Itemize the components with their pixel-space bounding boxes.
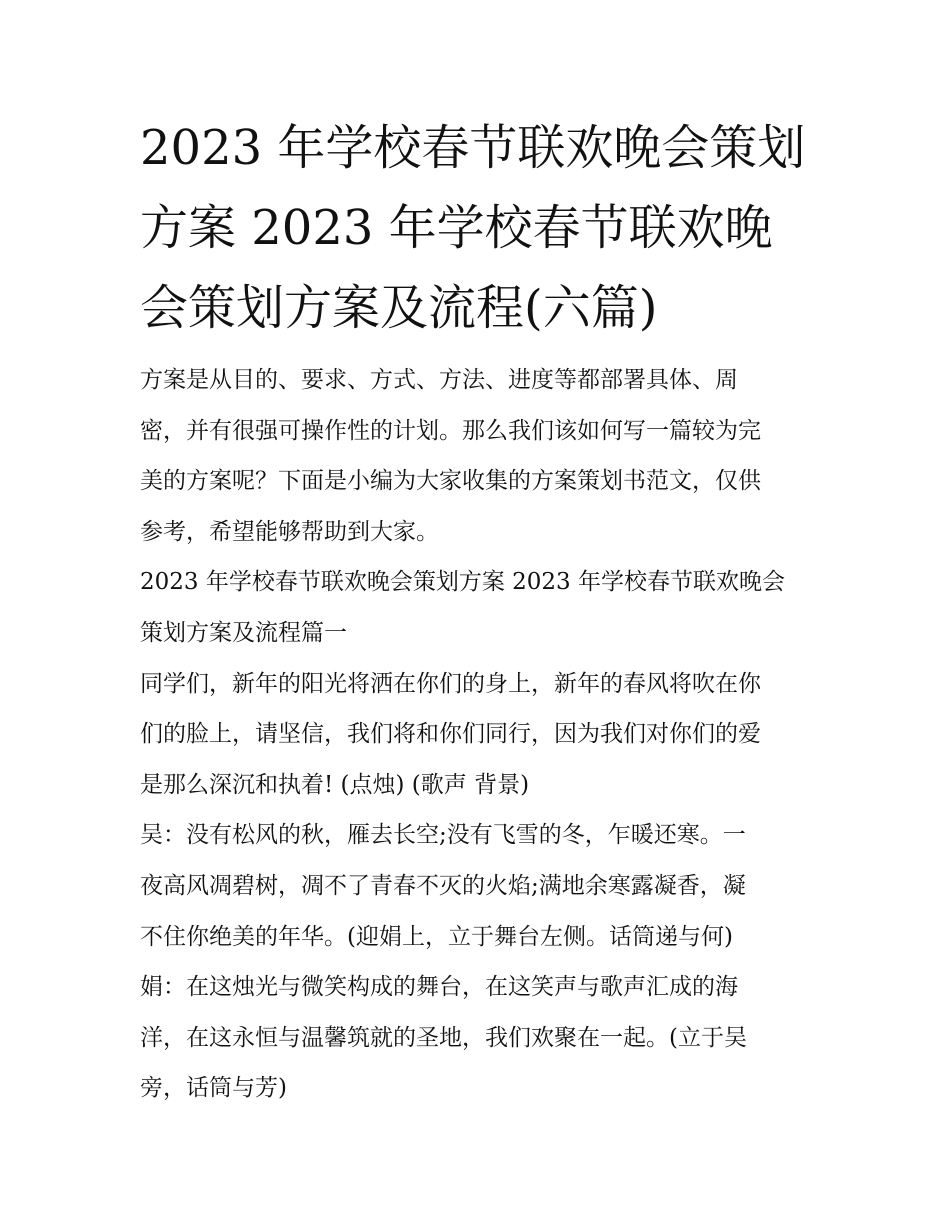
body-paragraph xyxy=(140,962,820,1114)
text-line: 同学们，新年的阳光将洒在你们的身上，新年的春风将吹在你 xyxy=(140,670,761,697)
text-line: 参考，希望能够帮助到大家。 xyxy=(140,518,439,545)
text-line: 不住你绝美的年华。(迎娟上，立于舞台左侧。话筒递与何) xyxy=(140,923,733,950)
text-line: 夜高风凋碧树，凋不了青春不灭的火焰;满地余寒露凝香，凝 xyxy=(140,872,746,899)
text-line: 娟：在这烛光与微笑构成的舞台，在这笑声与歌声汇成的海 xyxy=(140,974,738,1001)
title-line: 2023 年学校春节联欢晚会策划 xyxy=(140,120,806,176)
title-line: 方案 2023 年学校春节联欢晚 xyxy=(140,200,773,256)
text-line: 策划方案及流程篇一 xyxy=(140,619,347,646)
page-title xyxy=(140,108,820,348)
document-body xyxy=(140,355,820,1114)
text-line: 方案是从目的、要求、方式、方法、进度等都部署具体、周 xyxy=(140,367,738,393)
section-heading xyxy=(140,557,820,658)
title-line: 会策划方案及流程(六篇) xyxy=(140,280,658,336)
text-line: 是那么深沉和执着! (点烛) (歌声 背景) xyxy=(140,771,530,798)
text-line: 密，并有很强可操作性的计划。那么我们该如何写一篇较为完 xyxy=(140,417,761,444)
body-paragraph xyxy=(140,659,820,811)
text-line: 洋，在这永恒与温馨筑就的圣地，我们欢聚在一起。(立于吴 xyxy=(140,1024,747,1051)
intro-paragraph xyxy=(140,355,820,557)
text-line: 美的方案呢？下面是小编为大家收集的方案策划书范文，仅供 xyxy=(140,468,761,495)
text-line: 吴：没有松风的秋，雁去长空;没有飞雪的冬，乍暖还寒。一 xyxy=(140,822,746,849)
text-line: 们的脸上，请坚信，我们将和你们同行，因为我们对你们的爱 xyxy=(140,721,761,748)
text-line: 2023 年学校春节联欢晚会策划方案 2023 年学校春节联欢晚会 xyxy=(140,569,785,596)
text-line: 旁，话筒与芳) xyxy=(140,1075,287,1102)
body-paragraph xyxy=(140,810,820,962)
